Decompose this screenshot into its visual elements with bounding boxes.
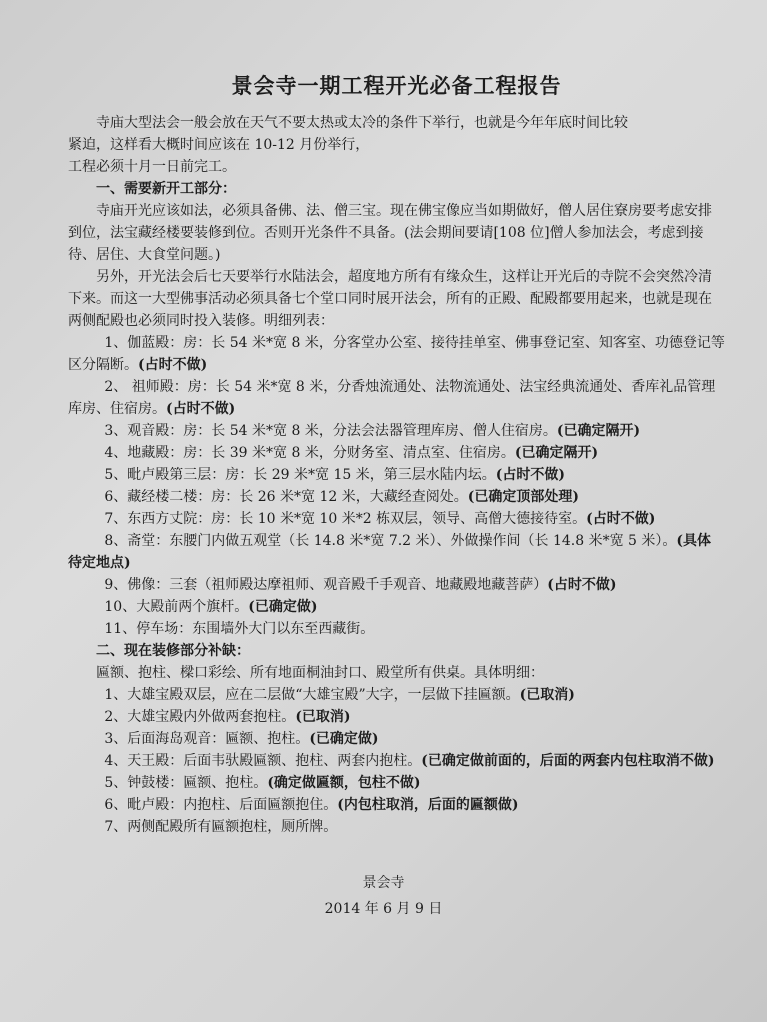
list-item: 1、伽蓝殿：房：长 54 米*宽 8 米，分客堂办公室、接待挂单室、佛事登记室、知客室、功德登记等区分隔断。(占时不做) (68, 335, 725, 373)
list-item: 3、观音殿：房：长 54 米*宽 8 米，分法会法器管理库房、僧人住宿房。(已确定隔开) (104, 423, 641, 439)
section-1-paragraph-1: 寺庙开光应该如法，必须具备佛、法、僧三宝。现在佛宝像应当如期做好，僧人居住寮房要考虑安排到位，法宝藏经楼要装修到位。否则开光条件不具备。(法会期间要请[108 位]僧人参加法会，考虑到接待、居住、大食堂问题。) (68, 203, 712, 263)
list-item: 3、后面海岛观音：匾额、抱柱。(已确定做) (104, 731, 379, 747)
list-item: 7、两侧配殿所有匾额抱柱，厕所牌。 (104, 819, 338, 835)
intro-line-1: 寺庙大型法会一般会放在天气不要太热或太冷的条件下举行，也就是今年年底时间比较 (96, 115, 628, 131)
list-item: 4、天王殿：后面韦驮殿匾额、抱柱、两套内抱柱。(已确定做前面的，后面的两套内包柱取消不做) (104, 753, 715, 769)
list-item: 2、大雄宝殿内外做两套抱柱。(已取消) (104, 709, 351, 725)
document-date: 2014 年 6 月 9 日 (324, 901, 443, 917)
document-title: 景会寺一期工程开光必备工程报告 (231, 73, 562, 98)
section-2-paragraph-1: 匾额、抱柱、樑口彩绘、所有地面桐油封口、殿堂所有供桌。具体明细： (96, 665, 544, 681)
list-item: 10、大殿前两个旗杆。(已确定做) (104, 599, 318, 615)
list-item: 2、 祖师殿：房：长 54 米*宽 8 米，分香烛流通处、法物流通处、法宝经典流通处、香库礼品管理库房、住宿房。(占时不做) (68, 379, 716, 417)
list-item: 1、大雄宝殿双层，应在二层做“大雄宝殿”大字，一层做下挂匾额。(已取消) (104, 687, 575, 703)
list-item: 7、东西方丈院：房：长 10 米*宽 10 米*2 栋双层，领导、高僧大德接待室。(占时不做) (104, 511, 656, 527)
list-item: 5、钟鼓楼：匾额、抱柱。(确定做匾额，包柱不做) (104, 775, 421, 791)
list-item: 11、停车场：东围墙外大门以东至西藏街。 (104, 621, 375, 637)
section-1-heading: 一、需要新开工部分： (96, 181, 236, 197)
section-1-paragraph-2: 另外，开光法会后七天要举行水陆法会，超度地方所有有缘众生，这样让开光后的寺院不会突然冷清下来。而这一大型佛事活动必须具备七个堂口同时展开法会，所有的正殿、配殿都要用起来，也就是现在两侧配殿也必须同时投入装修。明细列表： (68, 269, 712, 329)
list-item: 6、毗卢殿：内抱柱、后面匾额抱住。(内包柱取消，后面的匾额做) (104, 797, 519, 813)
intro-line-3: 工程必须十月一日前完工。 (68, 159, 236, 175)
list-item: 9、佛像：三套（祖师殿达摩祖师、观音殿千手观音、地藏殿地藏菩萨）(占时不做) (104, 577, 617, 593)
list-item: 4、地藏殿：房：长 39 米*宽 8 米，分财务室、清点室、住宿房。(已确定隔开) (104, 445, 599, 461)
signature: 景会寺 (362, 875, 405, 891)
section-2-heading: 二、现在装修部分补缺： (96, 643, 250, 659)
list-item: 8、斋堂：东腰门内做五观堂（长 14.8 米*宽 7.2 米）、外做操作间（长 14.8 米*宽 5 米）。(具体待定地点) (68, 533, 712, 571)
list-item: 6、藏经楼二楼：房：长 26 米*宽 12 米，大藏经查阅处。(已确定顶部处理) (104, 489, 579, 505)
list-item: 5、毗卢殿第三层：房：长 29 米*宽 15 米，第三层水陆内坛。(占时不做) (104, 467, 565, 483)
section-1-list (68, 332, 725, 640)
intro-line-2: 紧迫，这样看大概时间应该在 10-12 月份举行， (68, 137, 370, 153)
section-2-list (68, 684, 725, 838)
